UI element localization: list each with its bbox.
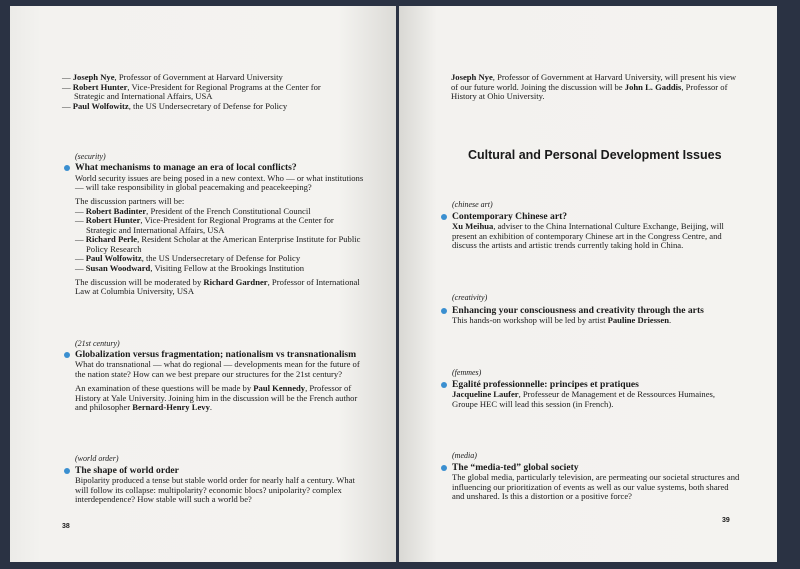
bullet-icon — [64, 165, 70, 171]
topic-desc: interdependence? How stable will such a world be? — [75, 494, 252, 504]
topic-desc: influencing our prioritization of events as well as our value systems, both shared — [452, 481, 729, 492]
intro-line: History at Ohio University. — [451, 91, 545, 101]
intro-line: of our future world. Joining the discussion will be John L. Gaddis, Professor of — [451, 81, 728, 92]
partners-intro: The discussion partners will be: — [75, 196, 185, 206]
bullet-icon — [441, 308, 447, 314]
topic-desc: The global media, particularly television, are permeating our societal structures and — [452, 472, 740, 482]
topic-title: Egalité professionnelle: principes et pratiques — [452, 378, 639, 390]
intro-line: Strategic and International Affairs, USA — [74, 91, 213, 101]
intro-line: — Paul Wolfowitz, the US Undersecretary of Defense for Policy — [62, 100, 288, 111]
topic-title: Contemporary Chinese art? — [452, 210, 568, 222]
partner-line: — Paul Wolfowitz, the US Undersecretary of Defense for Policy — [75, 253, 301, 263]
section-tag: (media) — [452, 451, 477, 460]
topic-desc: What do transnational — what do regional — developments mean for the future of — [75, 359, 360, 369]
section-tag: (creativity) — [452, 293, 488, 302]
left-page — [10, 6, 396, 562]
topic-desc: will follow its collapse: multipolarity? economic blocs? unipolarity? complex — [75, 484, 342, 495]
section-tag: (world order) — [75, 454, 119, 463]
topic-desc: World security issues are being posed in a new context. Who — or what institutions — [75, 172, 364, 183]
topic-desc: Groupe HEC will lead this session (in French). — [452, 398, 614, 409]
bullet-icon — [441, 214, 447, 220]
page-number: 38 — [62, 523, 70, 530]
topic-title: What mechanisms to manage an era of local conflicts? — [75, 161, 297, 173]
topic-desc: Xu Meihua, adviser to the China International Culture Exchange, Beijing, will — [452, 221, 724, 231]
moderator-line: Law at Columbia University, USA — [75, 286, 195, 296]
section-tag: (security) — [75, 152, 106, 161]
topic-desc: Jacqueline Laufer, Professeur de Management et de Ressources Humaines, — [452, 389, 716, 399]
topic-desc: discuss the artists and artistic trends currently taking hold in China. — [452, 240, 684, 250]
section-tag: (chinese art) — [452, 200, 493, 209]
section-tag: (21st century) — [75, 339, 120, 348]
page-number: 39 — [722, 517, 730, 524]
intro-line: Joseph Nye, Professor of Government at Harvard University, will present his view — [451, 72, 737, 82]
moderator-line: The discussion will be moderated by Richard Gardner, Professor of International — [75, 276, 360, 287]
partner-line: — Richard Perle, Resident Scholar at the American Enterprise Institute for Public — [75, 234, 361, 244]
bullet-icon — [441, 382, 447, 388]
bullet-icon — [64, 468, 70, 474]
topic-desc: — will take responsibility in global peacemaking and peacekeeping? — [75, 182, 312, 192]
exam-line: An examination of these questions will be made by Paul Kennedy, Professor of — [75, 383, 352, 393]
topic-title: The shape of world order — [75, 464, 179, 476]
topic-title: Enhancing your consciousness and creativity through the arts — [452, 304, 704, 316]
topic-desc: present an exhibition of contemporary Chinese art in the Congress Centre, and — [452, 230, 722, 241]
topic-title: The “media-ted” global society — [452, 461, 579, 473]
topic-desc: and unshared. Is this a distortion or a positive force? — [452, 491, 632, 501]
topic-desc: This hands-on workshop will be led by artist Pauline Driessen. — [452, 315, 672, 325]
topic-title: Globalization versus fragmentation; nationalism vs transnationalism — [75, 348, 357, 360]
bullet-icon — [64, 352, 70, 358]
partner-line: — Robert Badinter, President of the French Constitutional Council — [75, 205, 311, 216]
section-heading: Cultural and Personal Development Issues — [468, 148, 722, 162]
section-tag: (femmes) — [452, 368, 482, 377]
right-page — [399, 6, 777, 562]
partner-line: — Susan Woodward, Visiting Fellow at the Brookings Institution — [75, 262, 305, 273]
topic-desc: Bipolarity produced a tense but stable world order for nearly half a century. What — [75, 475, 355, 485]
exam-line: History at Yale University. Joining him in the discussion will be the French author — [75, 392, 358, 403]
partner-line: Strategic and International Affairs, USA — [86, 224, 225, 235]
intro-line: — Robert Hunter, Vice-President for Regional Programs at the Center for — [62, 81, 321, 92]
topic-desc: the nation state? How can we best prepare our structures for the 21st century? — [75, 368, 343, 379]
exam-line: and philosopher Bernard-Henry Levy. — [75, 402, 213, 412]
partner-line: — Robert Hunter, Vice-President for Regional Programs at the Center for — [75, 215, 334, 225]
bullet-icon — [441, 465, 447, 471]
intro-line: — Joseph Nye, Professor of Government at Harvard University — [62, 72, 283, 82]
partner-line: Policy Research — [86, 243, 142, 254]
